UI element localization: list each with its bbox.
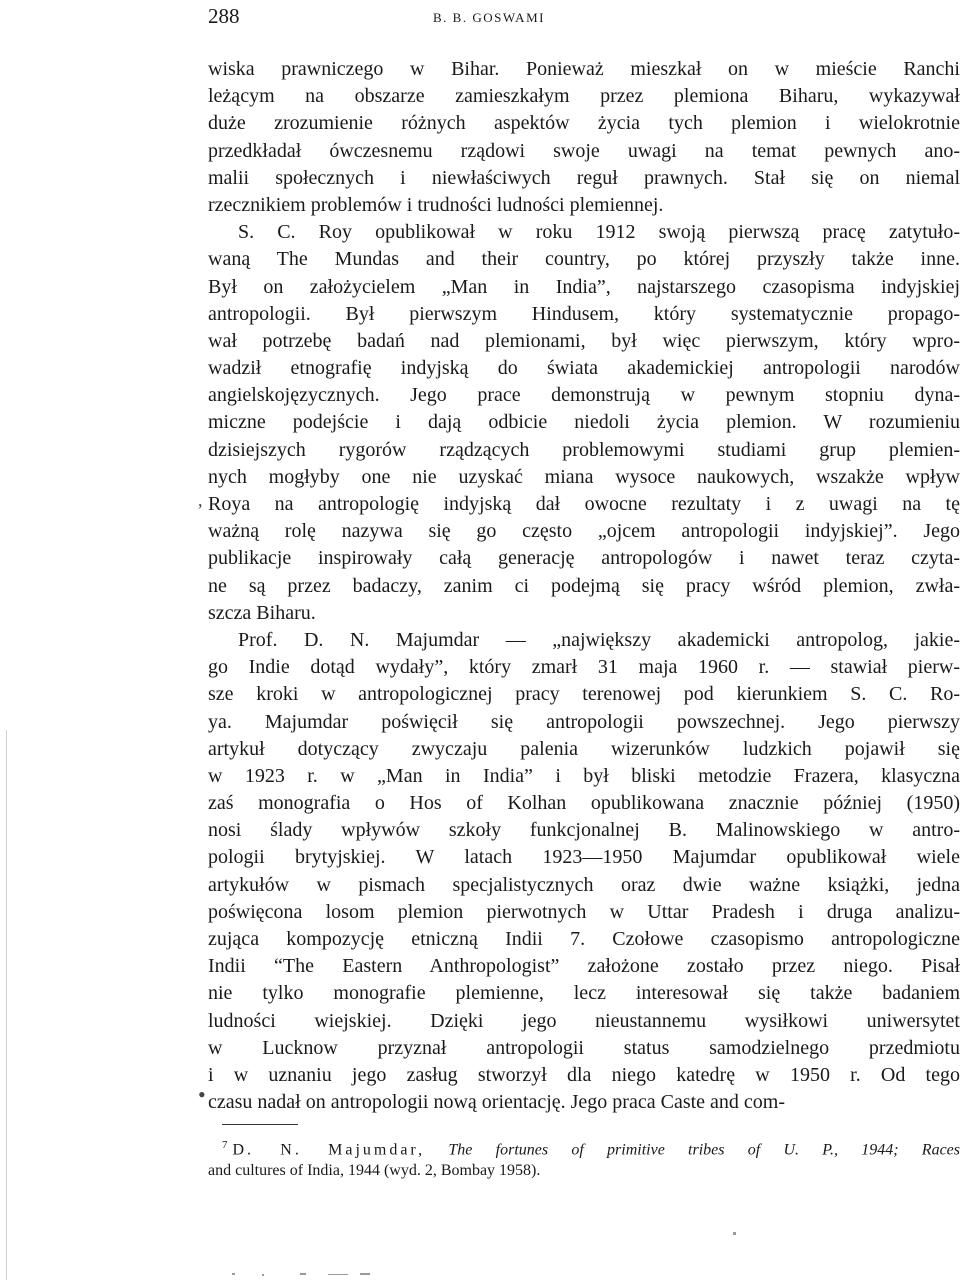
text-line: Roya na antropologię indyjską dał owocne rezultaty i z uwagi na tę <box>208 493 960 515</box>
text-line: dzisiejszych rygorów rządzących problemowymi studiami grup plemien- <box>208 438 960 461</box>
text-line: Prof. D. N. Majumdar — „największy akademicki antropolog, jakie- <box>238 628 960 651</box>
text-line: angielskojęzycznych. Jego prace demonstrują w pewnym stopniu dyna- <box>208 384 960 407</box>
footnote-title: The fortunes of primitive tribes of U. P., 1944; Races <box>448 1141 960 1158</box>
text-line: S. C. Roy opublikował w roku 1912 swoją pierwszą pracę zatytuło- <box>238 221 960 244</box>
text-line: antropologii. Był pierwszym Hindusem, który systematycznie propago- <box>208 302 960 325</box>
text-line: ya. Majumdar poświęcił się antropologii powszechnej. Jego pierwszy <box>208 710 960 733</box>
text-line: artykułów w pismach specjalistycznych oraz dwie ważne książki, jedna <box>208 873 960 896</box>
body-text <box>208 56 960 1116</box>
text-line: nie tylko monografie plemienne, lecz interesował się także badaniem <box>208 982 960 1005</box>
scan-speck <box>300 1273 306 1275</box>
page-number: 288 <box>208 4 240 28</box>
text-line: w Lucknow przyznał antropologii status samodzielnego przedmiotu <box>208 1036 960 1059</box>
text-line: Był on założycielem „Man in India”, najstarszego czasopisma indyjskiej <box>208 275 960 298</box>
text-line: duże zrozumienie różnych aspektów życia tych plemion i wielokrotnie <box>208 112 960 135</box>
text-line: miczne podejście i dają odbicie niedoli życia plemion. W rozumieniu <box>208 411 960 434</box>
text-line: malii społecznych i niewłaściwych reguł prawnych. Stał się on niemal <box>208 166 960 189</box>
text-line: ludności wiejskiej. Dzięki jego nieustannemu wysiłkowi uniwersytet <box>208 1009 960 1032</box>
text-line: i w uznaniu jego zasług stworzył dla niego katedrę w 1950 r. Od tego <box>208 1063 960 1086</box>
text-line: zaś monografia o Hos of Kolhan opublikowana znacznie później (1950) <box>208 792 960 815</box>
text-line: wiska prawniczego w Bihar. Ponieważ mieszkał on w mieście Ranchi <box>208 58 960 80</box>
running-head: B. B. GOSWAMI <box>433 10 545 25</box>
text-line: publikacje inspirowały całą generację antropologów i nawet teraz czyta- <box>208 547 960 570</box>
text-line: czasu nadał on antropologii nową orientację. Jego praca Caste and com- <box>208 1091 786 1114</box>
scan-speck <box>328 1274 348 1275</box>
text-line: ważną rolę nazywa się go często „ojcem antropologii indyjskiej”. Jego <box>208 520 960 543</box>
text-line: zująca kompozycję etniczną Indii 7. Czołowe czasopismo antropologiczne <box>208 928 960 950</box>
footnote <box>208 1132 960 1184</box>
scan-speck <box>232 1273 235 1275</box>
text-line: leżącym na obszarze zamieszkałym przez plemiona Biharu, wykazywał <box>208 85 960 108</box>
footnote-marker: 7 <box>222 1139 228 1151</box>
margin-mark: • <box>198 1082 206 1107</box>
footnote-line <box>208 1132 960 1158</box>
text-line: waną The Mundas and their country, po której przyszły także inne. <box>208 248 960 271</box>
text-line: sze kroki w antropologicznej pracy terenowej pod kierunkiem S. C. Ro- <box>208 683 960 706</box>
text-line: pologii brytyjskiej. W latach 1923—1950 Majumdar opublikował wiele <box>208 846 960 869</box>
scan-speck <box>733 1232 736 1235</box>
text-line: przedkładał ówczesnemu rządowi swoje uwagi na temat pewnych ano- <box>208 139 960 162</box>
text-line: wał potrzebę badań nad plemionami, był więc pierwszym, który wpro- <box>208 329 960 352</box>
footnote-author: D. N. Majumdar, <box>232 1141 426 1158</box>
text-line: nych mogłyby one nie uzyskać miana wysoce naukowych, wszakże wpływ <box>208 465 960 488</box>
text-line: szcza Biharu. <box>208 601 316 624</box>
text-line: artykuł dotyczący zwyczaju palenia wizerunków ludzkich pojawił się <box>208 737 960 760</box>
text-line: w 1923 r. w „Man in India” i był bliski metodzie Frazera, klasyczna <box>208 764 960 787</box>
page-edge-shadow <box>6 730 7 1280</box>
text-line: rzecznikiem problemów i trudności ludności plemiennej. <box>208 193 664 216</box>
text-line: ne są przez badaczy, zanim ci podejmą się pracy wśród plemion, zwła- <box>208 574 960 597</box>
scan-speck <box>360 1273 370 1275</box>
text-line: wadził etnografię indyjską do świata akademickiej antropologii narodów <box>208 357 960 380</box>
text-line: go Indie dotąd wydały”, który zmarł 31 maja 1960 r. — stawiał pierw- <box>208 656 960 679</box>
scan-speck <box>262 1274 264 1276</box>
text-line: poświęcona losom plemion pierwotnych w Uttar Pradesh i druga analizu- <box>208 900 960 923</box>
footnote-rule <box>222 1124 298 1125</box>
text-line: nosi ślady wpływów szkoły funkcjonalnej B. Malinowskiego w antro- <box>208 819 960 842</box>
margin-mark: , <box>198 490 203 510</box>
page-header <box>208 4 958 34</box>
footnote-line: and cultures of India, 1944 (wyd. 2, Bombay 1958). <box>208 1162 541 1179</box>
text-line: Indii “The Eastern Anthropologist” założone zostało przez niego. Pisał <box>208 955 960 978</box>
